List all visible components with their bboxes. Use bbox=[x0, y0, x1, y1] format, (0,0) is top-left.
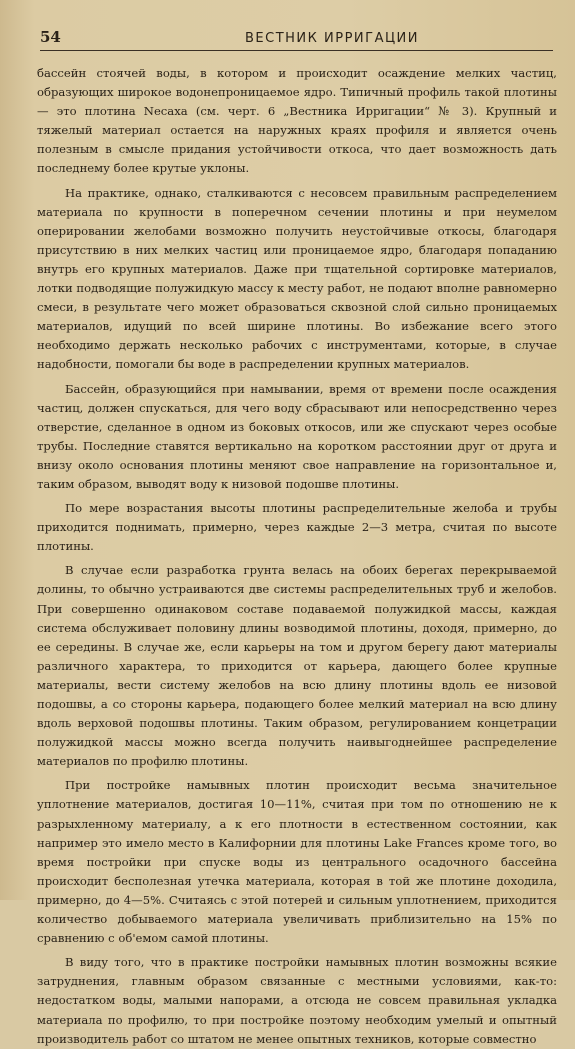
running-header bbox=[40, 28, 553, 51]
paragraph: В виду того, что в практике постройки намывных плотин возможны всякие затруднения, главным образом связанные с местными условиями, как-то: недостатком воды, малыми напорами, а отсюда не совсем правильная укладка материала по профилю, то при постройке поэтому необходим умелый и опытный производитель работ со штатом не менее опытных техников, которые совместно bbox=[37, 955, 557, 1046]
article-body bbox=[37, 64, 557, 1049]
paragraph: На практике, однако, сталкиваются с несовсем правильным распределением материала по крупности в поперечном сечении плотины и при неумелом оперировании желобами возможно получить неустойчивые откосы, благодаря присутствию в них мелких частиц или проницаемое ядро, благодаря попаданию внутрь его крупных материалов. Даже при тщательной сортировке материалов, лотки подводящие полужидкую массу к месту работ, не подают вполне равномерно смеси, в результате чего может образоваться сквозной слой сильно проницаемых материалов, идущий по всей ширине плотины. Во избежание всего этого необходимо держать несколько рабочих с инструментами, которые, в случае надобности, помогали бы воде в распределении крупных материалов. bbox=[37, 185, 557, 372]
paragraph: При постройке намывных плотин происходит весьма значительное уплотнение материалов, достигая 10—11%, считая при том по отношению не к разрыхленному материалу, а к его плотности в естественном состоянии, как например это имело место в Калифорнии для плотины Lake Frances кроме того, во время постройки при спуске воды из центрального осадочного бассейна происходит бесполезная утечка материала, которая в той же плотине доходила, примерно, до 4—5%. Считаясь с этой потерей и сильным уплотнением, приходится количество добываемого материала увеличивать приблизительно на 15% по сравнению с об'емом самой плотины. bbox=[37, 778, 557, 946]
paragraph: Бассейн, образующийся при намывании, время от времени после осаждения частиц, должен спускаться, для чего воду сбрасывают или непосредственно через отверстие, сделанное в одном из боковых откосов, или же спускают через особые трубы. Последние ставятся вертикально на коротком расстоянии друг от друга и внизу около основания плотины меняют свое направление на горизонтальное и, таким образом, выводят воду к низовой подошве плотины. bbox=[37, 381, 557, 491]
paragraph: В случае если разработка грунта велась на обоих берегах перекрываемой долины, то обычно устраиваются две системы распределительных труб и желобов. При совершенно одинаковом составе подаваемой полужидкой массы, каждая система обслуживает половину длины возводимой плотины, доходя, примерно, до ее середины. В случае же, если карьеры на том и другом берегу дают материалы различного характера, то приходится от карьера, дающего более крупные материалы, вести систему желобов на всю длину плотины вдоль ее низовой подошвы, а со стороны карьера, подающего более мелкий материал на всю длину вдоль верховой подошвы плотины. Таким образом, регулированием концетрации полужидкой массы можно всегда получить наивыгоднейшее распределение материалов по профилю плотины. bbox=[37, 563, 557, 769]
paragraph: По мере возрастания высоты плотины распределительные желоба и трубы приходится поднимать, примерно, через каждые 2—3 метра, считая по высоте плотины. bbox=[37, 501, 557, 554]
journal-title: ВЕСТНИК ИРРИГАЦИИ bbox=[245, 31, 420, 46]
paragraph: бассейн стоячей воды, в котором и происходит осаждение мелких частиц, образующих широкое водонепроницаемое ядро. Типичный профиль такой плотины — это плотина Necaxa (см. черт. 6 „Вестника Ирригации“ № 3). Крупный и тяжелый материал остается на наружных краях профиля и является очень полезным в смысле придания устойчивости откоса, что дает возможность дать последнему более крутые уклоны. bbox=[37, 66, 557, 176]
page-number: 54 bbox=[40, 28, 61, 46]
